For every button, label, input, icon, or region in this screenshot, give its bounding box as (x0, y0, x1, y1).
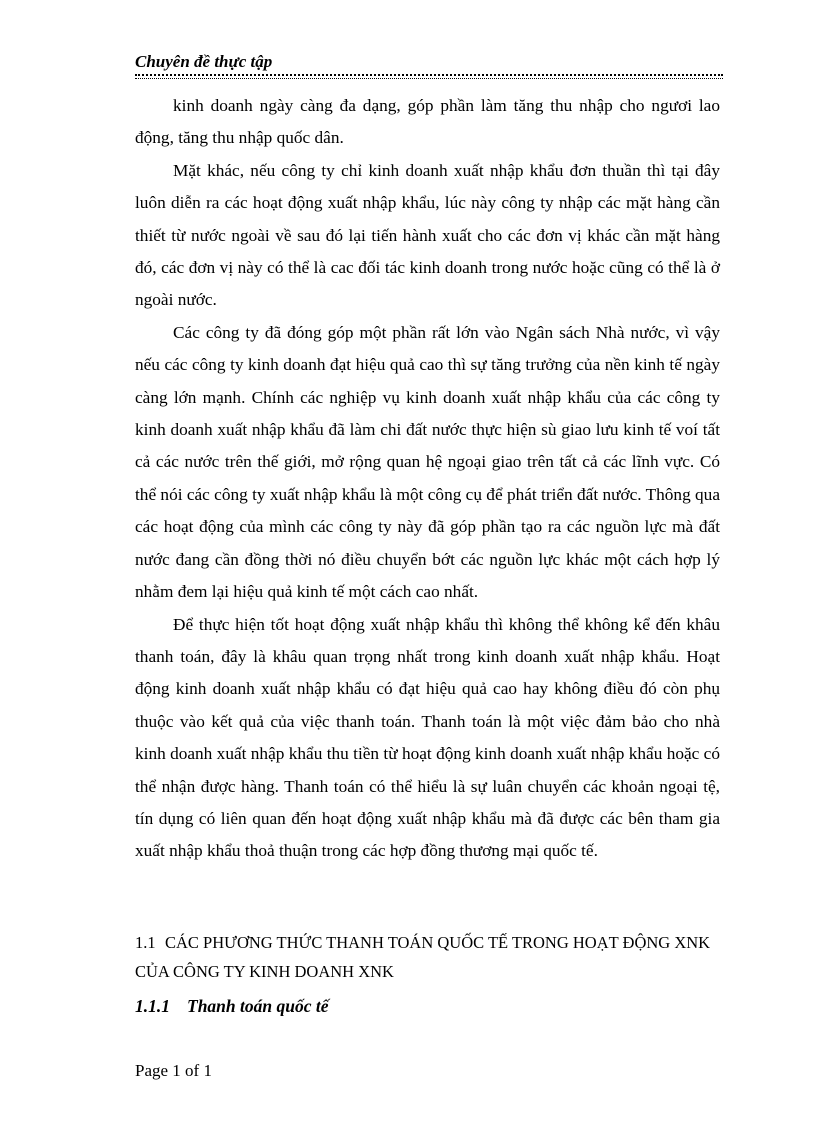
running-header: Chuyên đề thực tập (135, 52, 273, 71)
paragraph: Mặt khác, nếu công ty chỉ kinh doanh xuất nhập khẩu đơn thuần thì tại đây luôn diễn ra các hoạt động xuất nhập khẩu, lúc này công ty nhập các mặt hàng cần thiết từ nước ngoài về sau đó lại tiến hành xuất cho các đơn vị khác cần mặt hàng đó, các đơn vị này có thể là cac đối tác kinh doanh trong nước hoặc cũng có thể là ở ngoài nước. (135, 160, 720, 310)
subsection-number: 1.1.1 (135, 996, 170, 1016)
body-text (135, 90, 720, 868)
header-divider-secondary (135, 78, 723, 79)
subsection-title: Thanh toán quốc tế (187, 996, 329, 1016)
section-title: CÁC PHƯƠNG THỨC THANH TOÁN QUỐC TẾ TRONG HOẠT ĐỘNG XNK CỦA CÔNG TY KINH DOANH XNK (135, 933, 711, 981)
paragraph: Các công ty đã đóng góp một phần rất lớn vào Ngân sách Nhà nước, vì vậy nếu các công ty kinh doanh đạt hiệu quả cao thì sự tăng trưởng của nền kinh tế ngày càng lớn mạnh. Chính các nghiệp vụ kinh doanh xuất nhập khẩu của các công ty kinh doanh xuất nhập khẩu đã làm chi đất nước thực hiện sù giao lưu kinh tế voí tất cả các nước trên thế giới, mở rộng quan hệ ngoại giao trên tất cả các lĩnh vực. Có thể nói các công ty xuất nhập khẩu là một công cụ để phát triển đất nước. Thông qua các hoạt động của mình các công ty này đã góp phần tạo ra các nguồn lực mà đất nước đang cần đồng thời nó điều chuyển bớt các nguồn lực khác một cách hợp lý nhằm đem lại hiệu quả kinh tế một cách cao nhất. (135, 322, 720, 602)
section-heading-1-1 (135, 928, 720, 986)
section-heading-1-1-1 (135, 996, 720, 1017)
page-footer: Page 1 of 1 (135, 1061, 212, 1080)
paragraph-continuation: kinh doanh ngày càng đa dạng, góp phần làm tăng thu nhập cho ngươi lao động, tăng thu nhập quốc dân. (135, 96, 720, 148)
section-number: 1.1 (135, 933, 156, 952)
header-divider (135, 74, 723, 76)
paragraph: Để thực hiện tốt hoạt động xuất nhập khẩu thì không thể không kể đến khâu thanh toán, đây là khâu quan trọng nhất trong kinh doanh xuất nhập khẩu. Hoạt động kinh doanh xuất nhập khẩu có đạt hiệu quả cao hay không điều đó còn phụ thuộc vào kết quả của việc thanh toán. Thanh toán là một việc đảm bảo cho nhà kinh doanh xuất nhập khẩu thu tiền từ hoạt động kinh doanh xuất nhập khẩu hoặc có thể nhận được hàng. Thanh toán có thể hiểu là sự luân chuyển các khoản ngoại tệ, tín dụng có liên quan đến hoạt động xuất nhập khẩu mà đã được các bên tham gia xuất nhập khẩu thoả thuận trong các hợp đồng thương mại quốc tế. (135, 614, 720, 861)
